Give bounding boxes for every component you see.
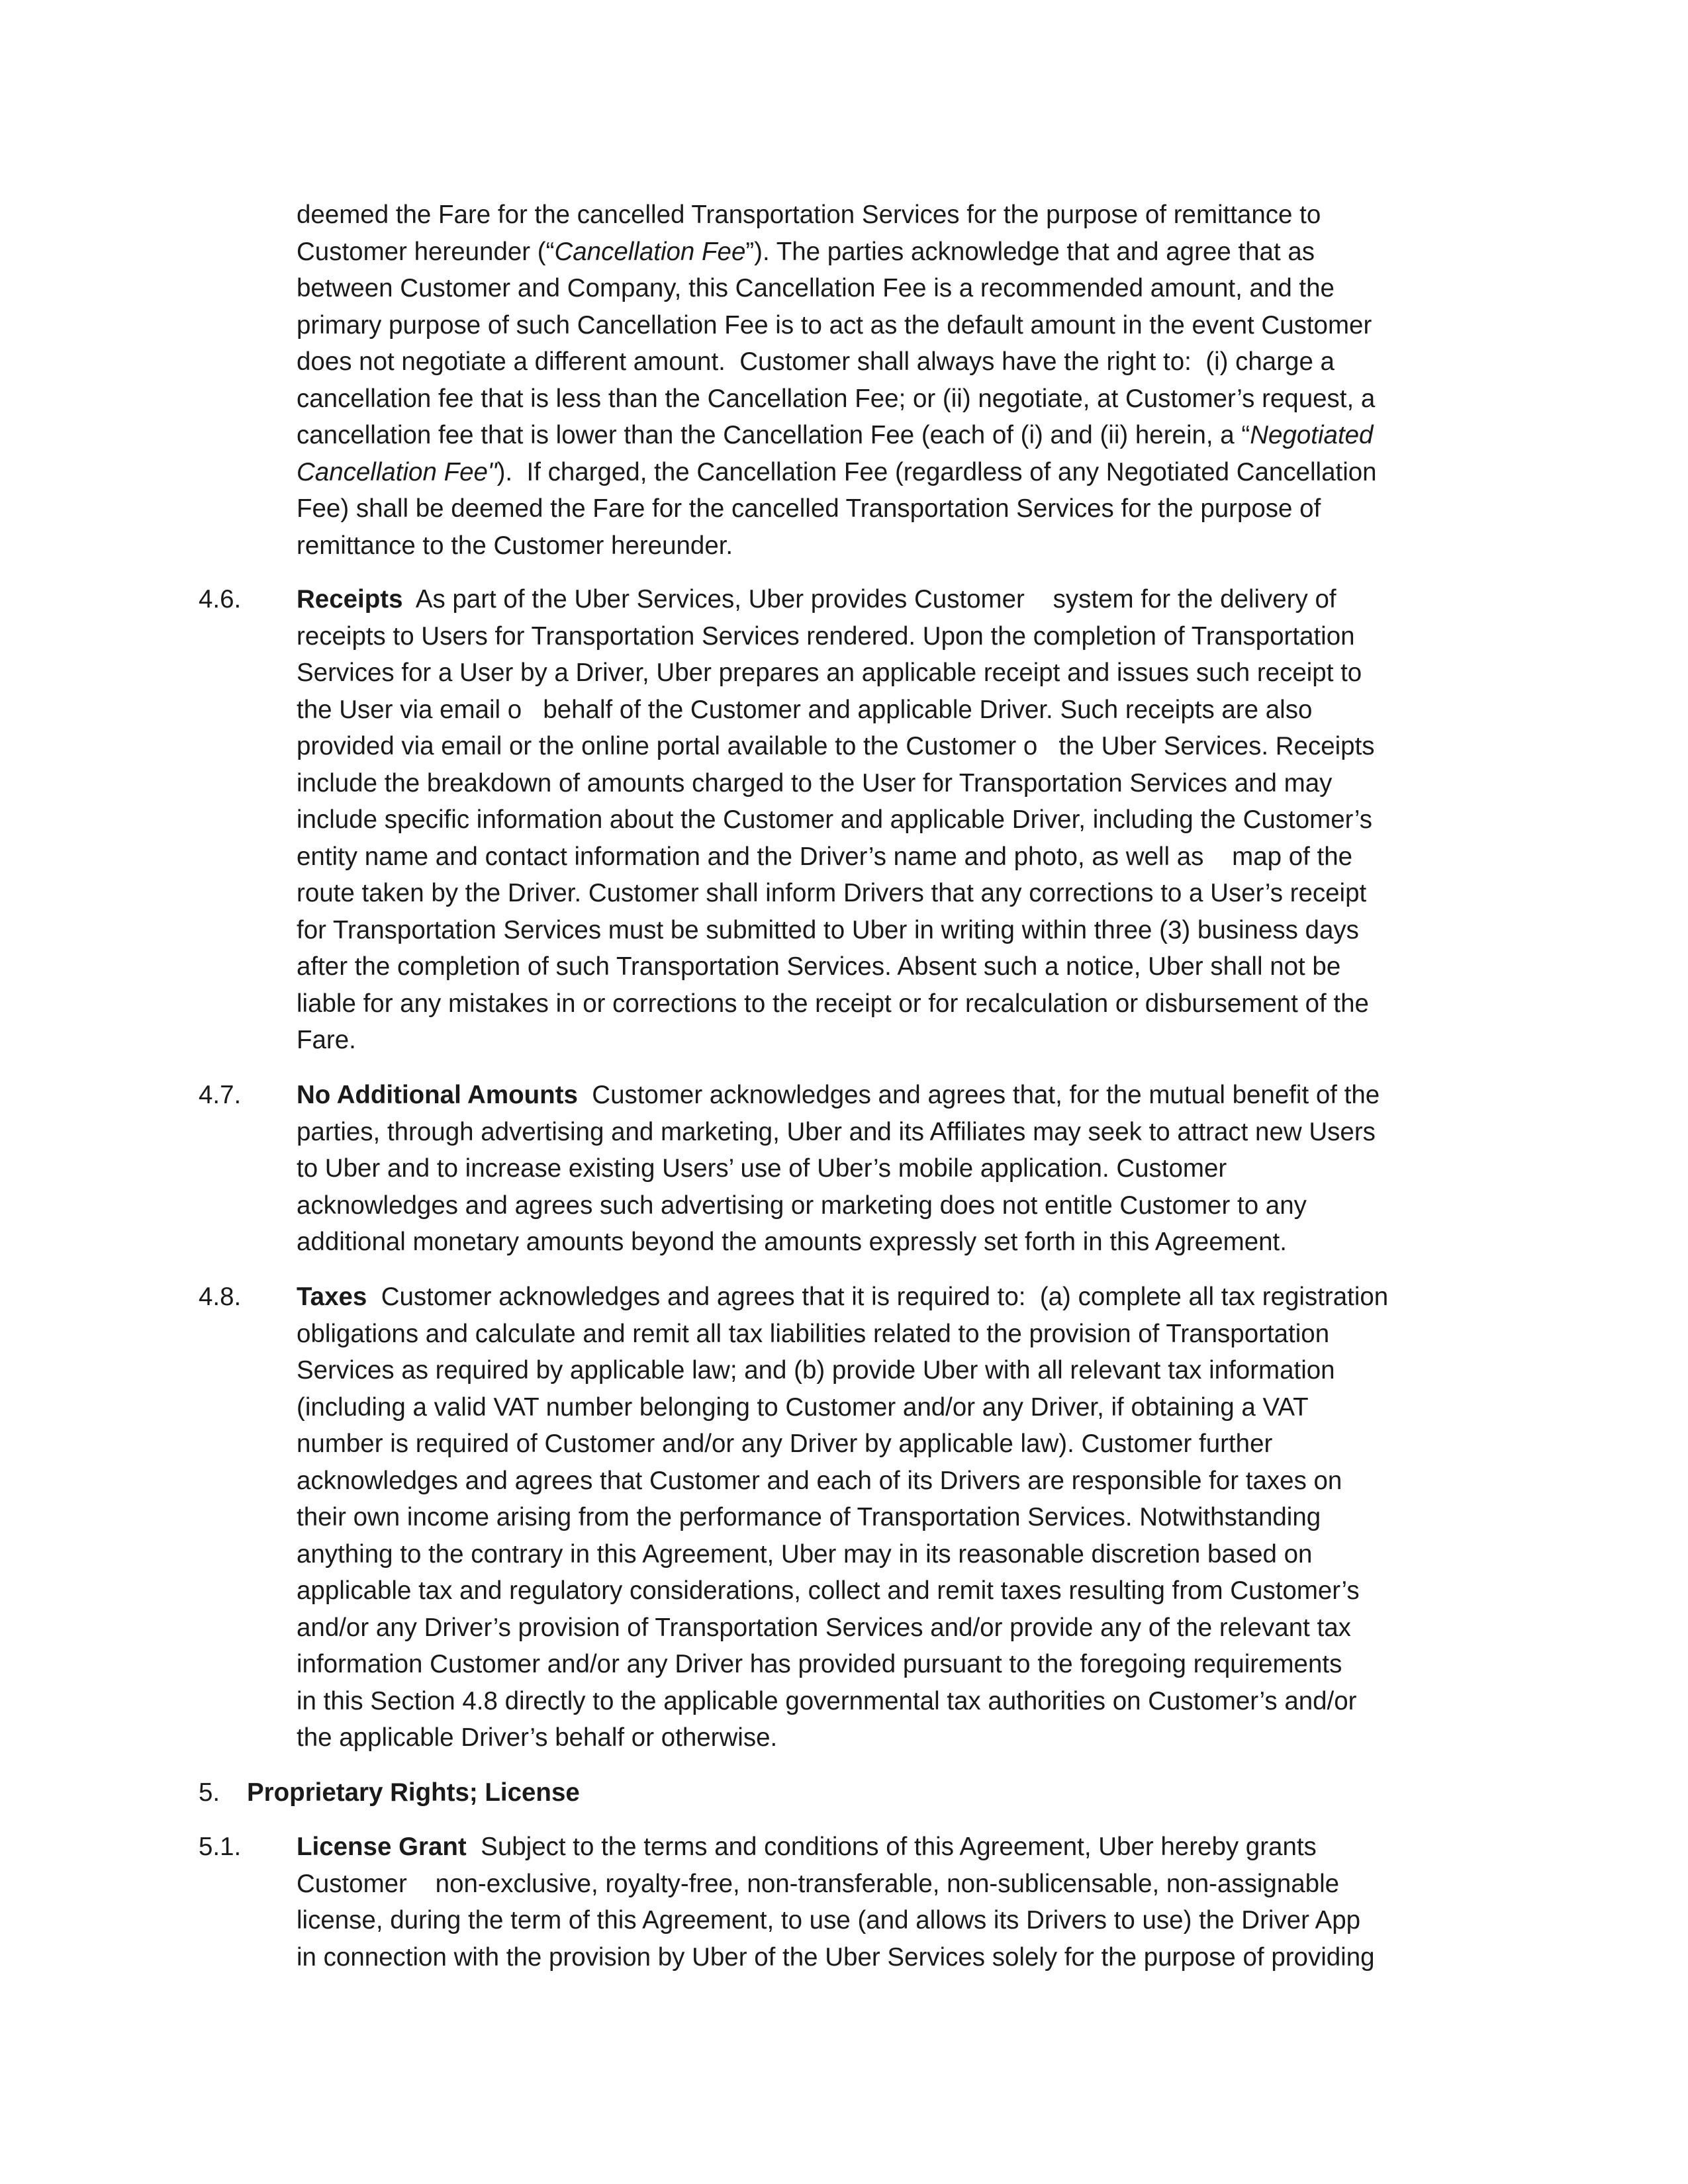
text-run: ). If charged, the Cancellation Fee (regardless of any Negotiated Cancellation bbox=[496, 457, 1377, 486]
paragraph-line: between Customer and Company, this Cancellation Fee is a recommended amount, and the bbox=[297, 274, 1335, 302]
section-4-8-taxes bbox=[297, 1279, 1495, 1756]
paragraph-line: to Uber and to increase existing Users’ use of Uber’s mobile application. Customer bbox=[297, 1154, 1227, 1183]
paragraph-line: information Customer and/or any Driver has provided pursuant to the foregoing requirements bbox=[297, 1650, 1342, 1678]
paragraph-line bbox=[297, 1279, 1495, 1316]
paragraph-line: receipts to Users for Transportation Services rendered. Upon the completion of Transportation bbox=[297, 621, 1355, 651]
paragraph-line bbox=[297, 234, 1495, 271]
paragraph-line: provided via email or the online portal available to the Customer o the Uber Services. Receipts bbox=[297, 732, 1375, 760]
section-title-license-grant: License Grant bbox=[297, 1833, 467, 1861]
paragraph-line: (including a valid VAT number belonging to Customer and/or any Driver, if obtaining a VAT bbox=[297, 1392, 1309, 1422]
section-number-4-6: 4.6. bbox=[199, 585, 242, 614]
section-number-4-7: 4.7. bbox=[199, 1081, 242, 1109]
paragraph-line bbox=[297, 1829, 1495, 1866]
text-run: Customer acknowledges and agrees that, for the mutual benefit of the bbox=[577, 1081, 1380, 1109]
text-run: Subject to the terms and conditions of this Agreement, Uber hereby grants bbox=[466, 1833, 1317, 1861]
defined-term-cancellation-fee: Cancellation Fee bbox=[554, 237, 746, 266]
paragraph-line: deemed the Fare for the cancelled Transportation Services for the purpose of remittance to bbox=[297, 201, 1321, 229]
section-4-7-no-additional-amounts bbox=[297, 1077, 1495, 1261]
paragraph-line: Customer non-exclusive, royalty-free, non-transferable, non-sublicensable, non-assignable bbox=[297, 1869, 1340, 1898]
section-heading-proprietary-rights: Proprietary Rights; License bbox=[247, 1778, 580, 1807]
text-run: Customer hereunder (“ bbox=[297, 237, 555, 266]
defined-term-negotiated: Negotiated bbox=[1250, 421, 1374, 449]
paragraph-line: obligations and calculate and remit all tax liabilities related to the provision of Transportation bbox=[297, 1319, 1330, 1348]
section-number-5: 5. bbox=[199, 1778, 220, 1807]
text-run: cancellation fee that is lower than the Cancellation Fee (each of (i) and (ii) herein, a “ bbox=[297, 421, 1250, 449]
paragraph-line: the applicable Driver’s behalf or otherwise. bbox=[297, 1723, 778, 1752]
paragraph-line: the User via email o behalf of the Customer and applicable Driver. Such receipts are also bbox=[297, 695, 1313, 724]
paragraph-line: acknowledges and agrees such advertising or marketing does not entitle Customer to any bbox=[297, 1191, 1307, 1220]
paragraph-line: their own income arising from the performance of Transportation Services. Notwithstanding bbox=[297, 1503, 1321, 1531]
section-title-receipts: Receipts bbox=[297, 585, 403, 614]
paragraph-line: number is required of Customer and/or any Driver by applicable law). Customer further bbox=[297, 1430, 1273, 1458]
paragraph-line bbox=[297, 1077, 1495, 1114]
paragraph-line: in connection with the provision by Uber of the Uber Services solely for the purpose of providing bbox=[297, 1942, 1375, 1972]
section-number-4-8: 4.8. bbox=[199, 1283, 242, 1311]
paragraph-line: include specific information about the Customer and applicable Driver, including the Customer’s bbox=[297, 805, 1372, 834]
paragraph-line: and/or any Driver’s provision of Transportation Services and/or provide any of the relevant tax bbox=[297, 1613, 1351, 1642]
defined-term-cancellation-fee-negotiated: Cancellation Fee" bbox=[297, 457, 497, 486]
section-4-6-receipts bbox=[297, 581, 1495, 1059]
section-title-taxes: Taxes bbox=[297, 1283, 367, 1311]
paragraph-line: include the breakdown of amounts charged to the User for Transportation Services and may bbox=[297, 768, 1333, 797]
cancellation-fee-paragraph bbox=[297, 197, 1495, 564]
paragraph-line: after the completion of such Transportation Services. Absent such a notice, Uber shall not be bbox=[297, 952, 1341, 981]
paragraph-line: liable for any mistakes in or corrections to the receipt or for recalculation or disbursement of the bbox=[297, 989, 1369, 1018]
paragraph-line: Services as required by applicable law; and (b) provide Uber with all relevant tax information bbox=[297, 1356, 1335, 1385]
text-run: ”). The parties acknowledge that and agree that as bbox=[745, 237, 1315, 266]
paragraph-line: additional monetary amounts beyond the amounts expressly set forth in this Agreement. bbox=[297, 1228, 1287, 1256]
paragraph-line: Services for a User by a Driver, Uber prepares an applicable receipt and issues such receipt to bbox=[297, 659, 1362, 687]
paragraph-line: parties, through advertising and marketing, Uber and its Affiliates may seek to attract new Users bbox=[297, 1117, 1376, 1146]
paragraph-line: remittance to the Customer hereunder. bbox=[297, 531, 733, 560]
paragraph-line: Fare. bbox=[297, 1026, 356, 1054]
paragraph-line: applicable tax and regulatory considerations, collect and remit taxes resulting from Customer’s bbox=[297, 1576, 1360, 1605]
text-run: Customer acknowledges and agrees that it is required to: (a) complete all tax registration bbox=[367, 1283, 1389, 1311]
paragraph-line: cancellation fee that is less than the Cancellation Fee; or (ii) negotiate, at Customer’s request, a bbox=[297, 384, 1376, 413]
paragraph-line: does not negotiate a different amount. Customer shall always have the right to: (i) charge a bbox=[297, 347, 1335, 376]
paragraph-line: Fee) shall be deemed the Fare for the cancelled Transportation Services for the purpose of bbox=[297, 494, 1321, 523]
paragraph-line: for Transportation Services must be submitted to Uber in writing within three (3) business days bbox=[297, 915, 1359, 944]
text-run: As part of the Uber Services, Uber provides Customer system for the delivery of bbox=[402, 585, 1336, 614]
paragraph-line: in this Section 4.8 directly to the applicable governmental tax authorities on Customer’s and/or bbox=[297, 1686, 1357, 1715]
paragraph-line: route taken by the Driver. Customer shall inform Drivers that any corrections to a User’s receipt bbox=[297, 879, 1367, 907]
paragraph-line: primary purpose of such Cancellation Fee is to act as the default amount in the event Customer bbox=[297, 310, 1372, 340]
paragraph-line bbox=[297, 454, 1495, 491]
section-title-no-additional-amounts: No Additional Amounts bbox=[297, 1081, 578, 1109]
paragraph-line bbox=[297, 417, 1495, 454]
paragraph-line: entity name and contact information and the Driver’s name and photo, as well as map of the bbox=[297, 842, 1353, 871]
paragraph-line bbox=[297, 581, 1495, 618]
paragraph-line: acknowledges and agrees that Customer and each of its Drivers are responsible for taxes on bbox=[297, 1466, 1342, 1495]
paragraph-line: anything to the contrary in this Agreement, Uber may in its reasonable discretion based on bbox=[297, 1539, 1313, 1569]
section-5-1-license-grant bbox=[297, 1829, 1495, 1976]
section-number-5-1: 5.1. bbox=[199, 1833, 242, 1861]
paragraph-line: license, during the term of this Agreement, to use (and allows its Drivers to use) the Driver App bbox=[297, 1906, 1361, 1934]
